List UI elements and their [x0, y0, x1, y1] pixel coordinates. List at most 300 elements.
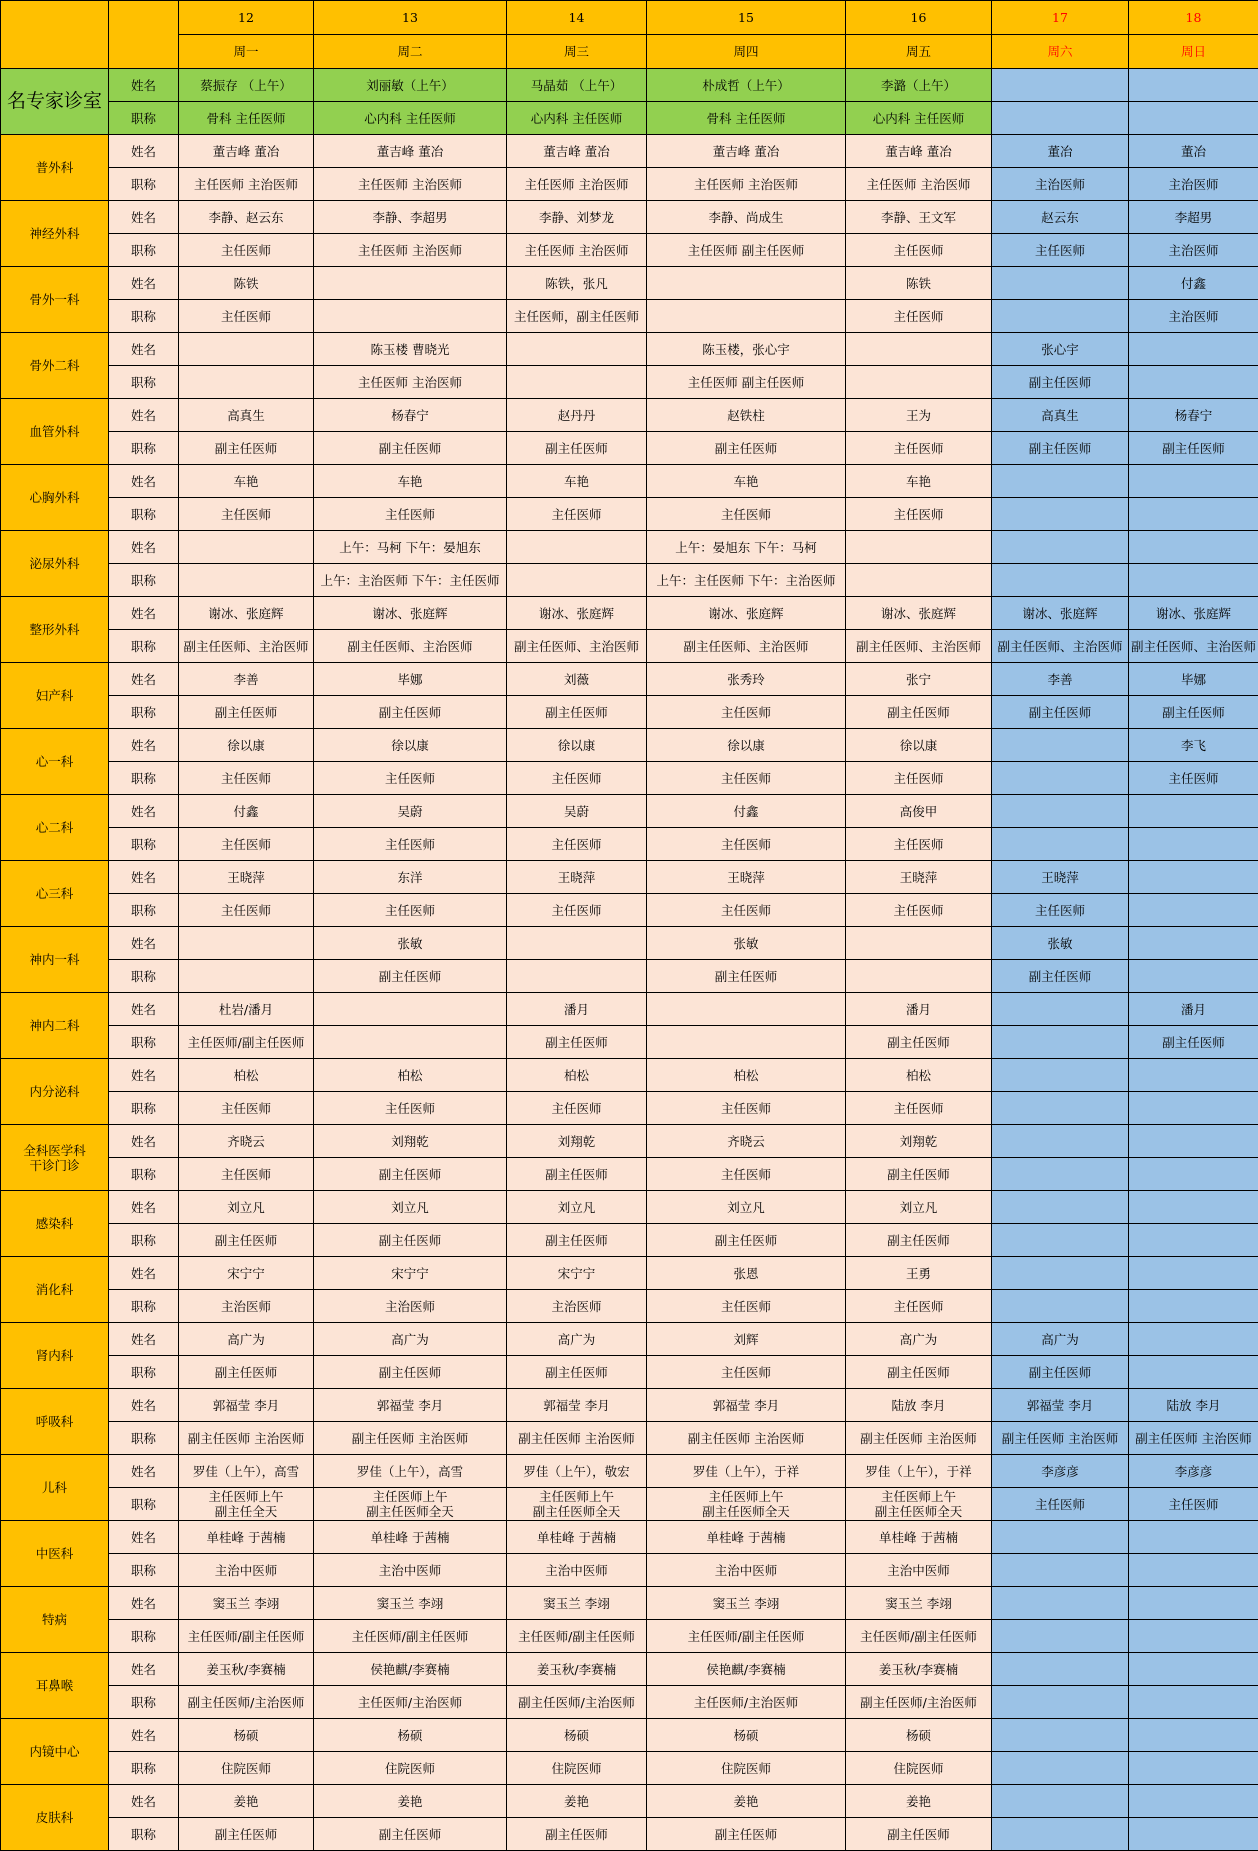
table-row	[1, 828, 1258, 861]
doctor-name-cell: 刘立凡	[647, 1191, 846, 1224]
title-label: 职称	[109, 1818, 179, 1851]
name-label: 姓名	[109, 1653, 179, 1686]
doctor-name-cell: 窦玉兰 李翊	[846, 1587, 992, 1620]
doctor-title-cell: 主任医师	[647, 696, 846, 729]
doctor-name-cell: 董冶	[1129, 135, 1258, 168]
doctor-name-cell: 王晓萍	[507, 861, 647, 894]
doctor-title-cell: 副主任医师 主治医师	[179, 1422, 314, 1455]
doctor-name-cell: 宋宁宁	[179, 1257, 314, 1290]
doctor-name-cell	[992, 531, 1129, 564]
weekday-header: 周五	[846, 35, 992, 69]
doctor-name-cell	[1129, 1191, 1258, 1224]
doctor-name-cell: 陈铁，张凡	[507, 267, 647, 300]
doctor-name-cell: 陆放 李月	[1129, 1389, 1258, 1422]
doctor-name-cell: 李静、刘梦龙	[507, 201, 647, 234]
doctor-title-cell: 主治医师	[314, 1290, 507, 1323]
doctor-name-cell: 杨春宁	[314, 399, 507, 432]
doctor-name-cell: 谢冰、张庭辉	[314, 597, 507, 630]
name-label: 姓名	[109, 399, 179, 432]
doctor-title-cell: 主任医师	[846, 498, 992, 531]
doctor-title-cell	[992, 1224, 1129, 1257]
name-label: 姓名	[109, 1125, 179, 1158]
doctor-title-cell: 副主任医师	[314, 1356, 507, 1389]
doctor-title-cell: 副主任医师	[179, 1224, 314, 1257]
table-row	[1, 102, 1258, 135]
doctor-title-cell: 副主任医师	[314, 1818, 507, 1851]
doctor-name-cell: 谢冰、张庭辉	[1129, 597, 1258, 630]
doctor-title-cell: 主任医师	[314, 894, 507, 927]
doctor-name-cell	[179, 531, 314, 564]
doctor-title-cell: 主任医师	[647, 894, 846, 927]
title-label: 职称	[109, 1026, 179, 1059]
doctor-name-cell	[992, 1719, 1129, 1752]
name-label: 姓名	[109, 201, 179, 234]
department-name: 皮肤科	[1, 1785, 109, 1851]
doctor-title-cell	[1129, 1686, 1258, 1719]
doctor-title-cell: 副主任医师/主治医师	[179, 1686, 314, 1719]
doctor-name-cell: 张敏	[647, 927, 846, 960]
doctor-title-cell: 主任医师 主治医师	[314, 168, 507, 201]
doctor-name-cell: 王晓萍	[846, 861, 992, 894]
doctor-title-cell: 副主任医师	[507, 1158, 647, 1191]
doctor-name-cell: 郭福莹 李月	[507, 1389, 647, 1422]
doctor-title-cell: 住院医师	[846, 1752, 992, 1785]
doctor-name-cell: 高真生	[992, 399, 1129, 432]
title-label: 职称	[109, 1356, 179, 1389]
doctor-title-cell: 主任医师	[846, 432, 992, 465]
doctor-title-cell: 主任医师	[647, 1356, 846, 1389]
doctor-title-cell: 副主任医师	[507, 1356, 647, 1389]
doctor-name-cell	[846, 927, 992, 960]
doctor-title-cell: 主治医师	[1129, 168, 1258, 201]
doctor-title-cell: 副主任医师 主治医师	[507, 1422, 647, 1455]
department-name: 呼吸科	[1, 1389, 109, 1455]
table-row	[1, 1686, 1258, 1719]
doctor-name-cell: 刘翔乾	[846, 1125, 992, 1158]
doctor-name-cell: 柏松	[314, 1059, 507, 1092]
doctor-name-cell	[1129, 861, 1258, 894]
table-row	[1, 1158, 1258, 1191]
doctor-title-cell: 主治中医师	[846, 1554, 992, 1587]
doctor-name-cell: 陈玉楼 曹晓光	[314, 333, 507, 366]
doctor-title-cell: 副主任医师、主治医师	[1129, 630, 1258, 663]
doctor-name-cell: 朴成哲（上午）	[647, 69, 846, 102]
table-row	[1, 168, 1258, 201]
doctor-name-cell: 张秀玲	[647, 663, 846, 696]
doctor-name-cell: 单桂峰 于茜楠	[507, 1521, 647, 1554]
doctor-title-cell: 副主任医师	[507, 1224, 647, 1257]
doctor-name-cell: 郭福莹 李月	[992, 1389, 1129, 1422]
doctor-title-cell	[314, 1026, 507, 1059]
doctor-title-cell	[179, 960, 314, 993]
doctor-name-cell: 郭福莹 李月	[314, 1389, 507, 1422]
title-label: 职称	[109, 894, 179, 927]
doctor-title-cell: 副主任医师	[846, 1356, 992, 1389]
doctor-name-cell: 李静、王文军	[846, 201, 992, 234]
doctor-title-cell: 主任医师	[647, 498, 846, 531]
doctor-name-cell: 王晓萍	[179, 861, 314, 894]
doctor-name-cell	[1129, 465, 1258, 498]
doctor-name-cell: 李善	[992, 663, 1129, 696]
doctor-title-cell	[1129, 894, 1258, 927]
table-row	[1, 1026, 1258, 1059]
department-name: 心一科	[1, 729, 109, 795]
doctor-name-cell: 董吉峰 董冶	[314, 135, 507, 168]
doctor-title-cell: 主治中医师	[507, 1554, 647, 1587]
doctor-name-cell	[1129, 1059, 1258, 1092]
table-row	[1, 267, 1258, 300]
doctor-title-cell: 主任医师	[507, 1092, 647, 1125]
doctor-name-cell: 徐以康	[507, 729, 647, 762]
doctor-name-cell: 刘丽敏（上午）	[314, 69, 507, 102]
table-row	[1, 234, 1258, 267]
doctor-name-cell: 徐以康	[179, 729, 314, 762]
doctor-name-cell: 李超男	[1129, 201, 1258, 234]
title-label: 职称	[109, 300, 179, 333]
doctor-title-cell: 主任医师	[314, 828, 507, 861]
doctor-title-cell	[1129, 366, 1258, 399]
title-label: 职称	[109, 432, 179, 465]
title-label: 职称	[109, 1686, 179, 1719]
doctor-title-cell: 主任医师	[647, 1158, 846, 1191]
doctor-name-cell	[314, 267, 507, 300]
doctor-name-cell	[992, 795, 1129, 828]
doctor-name-cell	[992, 1521, 1129, 1554]
table-row	[1, 1818, 1258, 1851]
doctor-name-cell: 杨春宁	[1129, 399, 1258, 432]
doctor-title-cell: 主治中医师	[647, 1554, 846, 1587]
doctor-name-cell: 徐以康	[647, 729, 846, 762]
doctor-name-cell: 董吉峰 董冶	[507, 135, 647, 168]
date-header: 17	[992, 1, 1129, 35]
doctor-title-cell	[992, 300, 1129, 333]
table-row	[1, 1488, 1258, 1521]
doctor-title-cell	[647, 300, 846, 333]
table-row	[1, 1653, 1258, 1686]
title-label: 职称	[109, 1554, 179, 1587]
doctor-title-cell	[1129, 1752, 1258, 1785]
doctor-title-cell: 主任医师 主治医师	[647, 168, 846, 201]
doctor-title-cell: 主任医师/主治医师	[647, 1686, 846, 1719]
doctor-title-cell: 副主任医师	[846, 1026, 992, 1059]
doctor-title-cell: 副主任医师	[507, 1818, 647, 1851]
table-row	[1, 69, 1258, 102]
doctor-title-cell	[992, 102, 1129, 135]
doctor-name-cell: 董冶	[992, 135, 1129, 168]
date-header: 18	[1129, 1, 1258, 35]
doctor-title-cell: 副主任医师	[507, 1026, 647, 1059]
doctor-title-cell: 副主任医师	[846, 1818, 992, 1851]
department-name: 全科医学科 干诊门诊	[1, 1125, 109, 1191]
doctor-title-cell: 骨科 主任医师	[179, 102, 314, 135]
doctor-name-cell: 毕娜	[1129, 663, 1258, 696]
doctor-name-cell	[992, 69, 1129, 102]
department-name: 消化科	[1, 1257, 109, 1323]
table-row	[1, 1257, 1258, 1290]
doctor-name-cell	[1129, 1257, 1258, 1290]
date-header: 14	[507, 1, 647, 35]
title-label: 职称	[109, 630, 179, 663]
doctor-name-cell	[1129, 69, 1258, 102]
doctor-title-cell: 住院医师	[647, 1752, 846, 1785]
doctor-title-cell: 主任医师	[647, 1290, 846, 1323]
doctor-title-cell: 主任医师	[647, 1092, 846, 1125]
doctor-name-cell	[1129, 1719, 1258, 1752]
doctor-title-cell	[1129, 1818, 1258, 1851]
table-row	[1, 696, 1258, 729]
doctor-title-cell: 副主任医师	[314, 432, 507, 465]
doctor-name-cell: 杨硕	[179, 1719, 314, 1752]
doctor-name-cell: 车艳	[507, 465, 647, 498]
name-label: 姓名	[109, 135, 179, 168]
doctor-title-cell: 副主任医师	[846, 696, 992, 729]
date-header: 12	[179, 1, 314, 35]
name-label: 姓名	[109, 1785, 179, 1818]
name-label: 姓名	[109, 1455, 179, 1488]
doctor-name-cell: 谢冰、张庭辉	[647, 597, 846, 630]
doctor-name-cell: 车艳	[647, 465, 846, 498]
department-name: 名专家诊室	[1, 69, 109, 135]
doctor-title-cell	[314, 300, 507, 333]
doctor-name-cell: 王为	[846, 399, 992, 432]
doctor-name-cell: 潘月	[507, 993, 647, 1026]
doctor-name-cell: 杨硕	[507, 1719, 647, 1752]
doctor-name-cell: 柏松	[846, 1059, 992, 1092]
doctor-name-cell: 董吉峰 董冶	[846, 135, 992, 168]
doctor-name-cell: 付鑫	[179, 795, 314, 828]
doctor-title-cell	[992, 1554, 1129, 1587]
department-name: 内镜中心	[1, 1719, 109, 1785]
name-label: 姓名	[109, 993, 179, 1026]
doctor-name-cell	[507, 531, 647, 564]
title-label: 职称	[109, 696, 179, 729]
weekday-header: 周三	[507, 35, 647, 69]
doctor-title-cell: 主治中医师	[179, 1554, 314, 1587]
table-row	[1, 1422, 1258, 1455]
doctor-title-cell: 副主任医师 主治医师	[992, 1422, 1129, 1455]
doctor-title-cell: 上午：主任医师 下午：主治医师	[647, 564, 846, 597]
department-name: 骨外一科	[1, 267, 109, 333]
table-row	[1, 1719, 1258, 1752]
doctor-name-cell: 潘月	[846, 993, 992, 1026]
doctor-title-cell	[179, 366, 314, 399]
doctor-name-cell	[992, 267, 1129, 300]
doctor-name-cell: 董吉峰 董冶	[647, 135, 846, 168]
doctor-title-cell: 副主任医师	[1129, 1026, 1258, 1059]
doctor-title-cell: 副主任医师	[314, 1224, 507, 1257]
doctor-name-cell: 姜艳	[846, 1785, 992, 1818]
table-row	[1, 630, 1258, 663]
doctor-title-cell: 主任医师	[507, 762, 647, 795]
doctor-name-cell: 付鑫	[1129, 267, 1258, 300]
doctor-title-cell: 副主任医师、主治医师	[647, 630, 846, 663]
doctor-title-cell: 心内科 主任医师	[314, 102, 507, 135]
weekday-header: 周四	[647, 35, 846, 69]
name-label: 姓名	[109, 1323, 179, 1356]
title-label: 职称	[109, 762, 179, 795]
doctor-title-cell: 副主任医师	[992, 1356, 1129, 1389]
doctor-name-cell: 李彦彦	[992, 1455, 1129, 1488]
doctor-name-cell: 姜艳	[647, 1785, 846, 1818]
name-label: 姓名	[109, 597, 179, 630]
doctor-name-cell: 李彦彦	[1129, 1455, 1258, 1488]
doctor-name-cell: 罗佳（上午），于祥	[647, 1455, 846, 1488]
doctor-title-cell: 主任医师/副主任医师	[507, 1620, 647, 1653]
table-row	[1, 135, 1258, 168]
doctor-name-cell: 谢冰、张庭辉	[179, 597, 314, 630]
doctor-name-cell	[992, 1191, 1129, 1224]
doctor-name-cell: 窦玉兰 李翊	[179, 1587, 314, 1620]
table-row	[1, 1125, 1258, 1158]
department-name: 心三科	[1, 861, 109, 927]
table-row	[1, 1290, 1258, 1323]
doctor-title-cell: 主任医师 主治医师	[314, 366, 507, 399]
doctor-title-cell	[992, 1290, 1129, 1323]
doctor-title-cell: 副主任医师	[647, 960, 846, 993]
doctor-title-cell	[507, 960, 647, 993]
doctor-name-cell: 刘立凡	[846, 1191, 992, 1224]
doctor-title-cell: 主任医师	[1129, 1488, 1258, 1521]
department-name: 儿科	[1, 1455, 109, 1521]
doctor-title-cell	[1129, 102, 1258, 135]
doctor-title-cell	[992, 498, 1129, 531]
doctor-name-cell: 柏松	[507, 1059, 647, 1092]
doctor-title-cell: 副主任医师、主治医师	[179, 630, 314, 663]
title-label: 职称	[109, 366, 179, 399]
doctor-title-cell: 副主任医师	[314, 696, 507, 729]
doctor-title-cell: 主治医师	[179, 1290, 314, 1323]
table-row	[1, 1587, 1258, 1620]
doctor-title-cell: 主任医师	[507, 498, 647, 531]
doctor-title-cell: 主任医师	[179, 828, 314, 861]
title-label: 职称	[109, 1620, 179, 1653]
doctor-title-cell	[507, 366, 647, 399]
table-row	[1, 465, 1258, 498]
doctor-name-cell: 窦玉兰 李翊	[314, 1587, 507, 1620]
table-row	[1, 399, 1258, 432]
doctor-name-cell	[846, 333, 992, 366]
doctor-title-cell	[1129, 1158, 1258, 1191]
doctor-title-cell: 主任医师/副主任医师	[179, 1620, 314, 1653]
doctor-title-cell: 上午：主治医师 下午：主任医师	[314, 564, 507, 597]
doctor-title-cell: 主任医师上午 副主任医师全天	[314, 1488, 507, 1521]
title-label: 职称	[109, 498, 179, 531]
doctor-name-cell: 罗佳（上午），敬宏	[507, 1455, 647, 1488]
doctor-title-cell	[992, 762, 1129, 795]
doctor-title-cell: 主治医师	[507, 1290, 647, 1323]
date-header: 13	[314, 1, 507, 35]
doctor-name-cell: 齐晓云	[647, 1125, 846, 1158]
doctor-name-cell	[1129, 531, 1258, 564]
doctor-name-cell: 杨硕	[314, 1719, 507, 1752]
table-row	[1, 1455, 1258, 1488]
name-label: 姓名	[109, 69, 179, 102]
doctor-name-cell: 姜艳	[179, 1785, 314, 1818]
table-row	[1, 1356, 1258, 1389]
doctor-title-cell: 主治医师	[992, 168, 1129, 201]
doctor-name-cell: 王晓萍	[647, 861, 846, 894]
doctor-name-cell	[179, 333, 314, 366]
title-label: 职称	[109, 1224, 179, 1257]
doctor-name-cell: 李潞（上午）	[846, 69, 992, 102]
doctor-title-cell: 主任医师	[647, 828, 846, 861]
doctor-title-cell: 主任医师	[314, 762, 507, 795]
doctor-name-cell: 单桂峰 于茜楠	[846, 1521, 992, 1554]
doctor-title-cell: 副主任医师	[1129, 432, 1258, 465]
title-label: 职称	[109, 1488, 179, 1521]
doctor-name-cell: 窦玉兰 李翊	[647, 1587, 846, 1620]
doctor-title-cell: 主任医师 主治医师	[179, 168, 314, 201]
doctor-name-cell: 单桂峰 于茜楠	[647, 1521, 846, 1554]
doctor-name-cell: 毕娜	[314, 663, 507, 696]
doctor-title-cell: 主任医师 主治医师	[507, 234, 647, 267]
doctor-title-cell: 主任医师	[507, 894, 647, 927]
table-row	[1, 795, 1258, 828]
title-label: 职称	[109, 234, 179, 267]
doctor-title-cell	[1129, 498, 1258, 531]
doctor-title-cell: 主任医师	[179, 1092, 314, 1125]
doctor-name-cell	[992, 1653, 1129, 1686]
doctor-title-cell	[1129, 1290, 1258, 1323]
doctor-title-cell: 主任医师	[846, 300, 992, 333]
doctor-title-cell: 副主任医师	[314, 1158, 507, 1191]
title-label: 职称	[109, 960, 179, 993]
department-name: 心二科	[1, 795, 109, 861]
doctor-title-cell	[992, 1158, 1129, 1191]
doctor-name-cell	[992, 1125, 1129, 1158]
table-row	[1, 1059, 1258, 1092]
title-label: 职称	[109, 1092, 179, 1125]
doctor-name-cell	[507, 333, 647, 366]
doctor-title-cell: 主任医师	[179, 300, 314, 333]
doctor-title-cell: 主任医师上午 副主任医师全天	[507, 1488, 647, 1521]
doctor-title-cell: 主任医师/副主任医师	[179, 1026, 314, 1059]
doctor-title-cell	[992, 1620, 1129, 1653]
doctor-name-cell: 刘立凡	[314, 1191, 507, 1224]
doctor-name-cell: 蔡振存 （上午）	[179, 69, 314, 102]
doctor-title-cell: 副主任医师	[647, 432, 846, 465]
doctor-title-cell: 主任医师	[846, 828, 992, 861]
department-name: 神内二科	[1, 993, 109, 1059]
department-name: 妇产科	[1, 663, 109, 729]
doctor-title-cell: 主任医师/副主任医师	[314, 1620, 507, 1653]
title-label: 职称	[109, 1752, 179, 1785]
doctor-title-cell	[992, 1818, 1129, 1851]
name-label: 姓名	[109, 1059, 179, 1092]
doctor-name-cell: 东洋	[314, 861, 507, 894]
doctor-title-cell: 住院医师	[507, 1752, 647, 1785]
table-row	[1, 1323, 1258, 1356]
doctor-name-cell	[1129, 1587, 1258, 1620]
doctor-name-cell: 车艳	[314, 465, 507, 498]
table-row	[1, 762, 1258, 795]
doctor-name-cell: 赵丹丹	[507, 399, 647, 432]
doctor-title-cell	[1129, 1224, 1258, 1257]
doctor-name-cell: 赵云东	[992, 201, 1129, 234]
doctor-title-cell: 副主任医师	[1129, 696, 1258, 729]
table-row	[1, 1554, 1258, 1587]
title-label: 职称	[109, 828, 179, 861]
doctor-title-cell	[1129, 564, 1258, 597]
doctor-name-cell: 上午：马柯 下午：晏旭东	[314, 531, 507, 564]
doctor-name-cell: 姜玉秋/李赛楠	[507, 1653, 647, 1686]
doctor-title-cell: 副主任医师	[992, 366, 1129, 399]
doctor-name-cell	[179, 927, 314, 960]
doctor-name-cell: 潘月	[1129, 993, 1258, 1026]
doctor-title-cell: 副主任医师	[179, 432, 314, 465]
doctor-name-cell: 姜艳	[507, 1785, 647, 1818]
table-row	[1, 1620, 1258, 1653]
